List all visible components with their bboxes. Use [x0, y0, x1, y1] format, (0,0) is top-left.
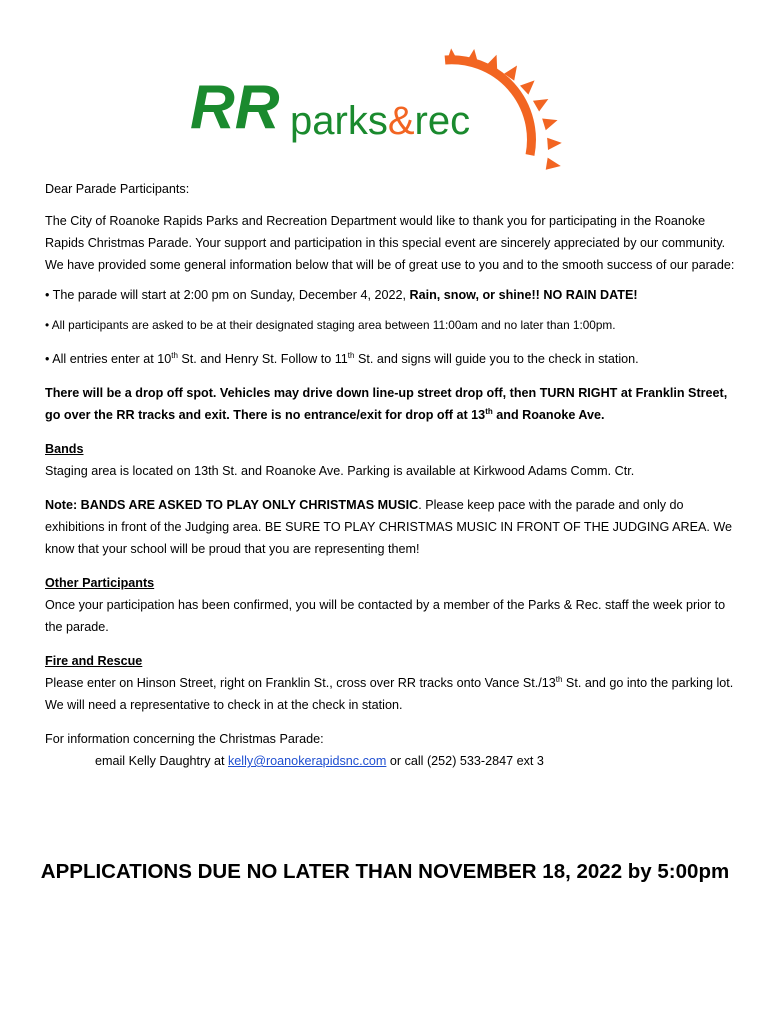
fire-text: Please enter on Hinson Street, right on Franklin St., cross over RR tracks onto Vance St./13th St. and go into the parking lot. We will need a representative to check in at the check in station. — [45, 674, 734, 712]
sun-ray — [520, 80, 535, 94]
logo-rr: RR — [190, 73, 280, 142]
bands-heading: Bands — [45, 442, 84, 456]
email-link[interactable]: kelly@roanokerapidsnc.com — [228, 754, 387, 768]
sun-icon — [190, 30, 590, 170]
fire-heading: Fire and Rescue — [45, 654, 143, 668]
greeting: Dear Parade Participants: — [45, 182, 190, 196]
sun-ray — [542, 118, 557, 130]
sun-ray — [547, 138, 562, 150]
contact-line: email Kelly Daughtry at kelly@roanokerapidsnc.com or call (252) 533-2847 ext 3 — [95, 754, 544, 768]
intro-paragraph: The City of Roanoke Rapids Parks and Recreation Department would like to thank you for participating in the Roanoke Rapids Christmas Parade. Your support and participation in this special event are sincerely appreciated by our community. We have provided some general information below that will be of great use to you and to the smooth success of our parade: — [45, 214, 735, 272]
bullet-start-time: • The parade will start at 2:00 pm on Sunday, December 4, 2022, Rain, snow, or shine!! NO RAIN DATE! — [45, 288, 638, 302]
deadline-heading: APPLICATIONS DUE NO LATER THAN NOVEMBER 18, 2022 by 5:00pm — [40, 860, 730, 883]
note-paragraph: Note: BANDS ARE ASKED TO PLAY ONLY CHRISTMAS MUSIC. Please keep pace with the parade and only do exhibitions in front of the Judging area. BE SURE TO PLAY CHRISTMAS MUSIC IN FRONT OF THE JUDGING AREA. We know that your school will be proud that you are representing them! — [45, 498, 733, 556]
logo-text: parks&rec — [290, 99, 471, 143]
bands-text: Staging area is located on 13th St. and Roanoke Ave. Parking is available at Kirkwood Adams Comm. Ctr. — [45, 464, 635, 478]
bullet-entry: • All entries enter at 10th St. and Henry St. Follow to 11th St. and signs will guide you to the check in station. — [45, 350, 639, 366]
sun-ray — [546, 158, 561, 170]
other-heading: Other Participants — [45, 576, 155, 590]
bullet-staging-time: • All participants are asked to be at their designated staging area between 11:00am and no later than 1:00pm. — [45, 318, 616, 332]
letter-body — [45, 178, 735, 772]
dropoff-paragraph: There will be a drop off spot. Vehicles may drive down line-up street drop off, then TURN RIGHT at Franklin Street, go over the RR tracks and exit. There is no entrance/exit for drop off at 13th and Roanoke Ave. — [45, 386, 728, 422]
info-line: For information concerning the Christmas Parade: — [45, 732, 324, 746]
rr-parks-rec-logo — [190, 30, 590, 170]
other-text: Once your participation has been confirmed, you will be contacted by a member of the Parks & Rec. staff the week prior to the parade. — [45, 598, 726, 634]
sun-ray — [533, 99, 548, 111]
